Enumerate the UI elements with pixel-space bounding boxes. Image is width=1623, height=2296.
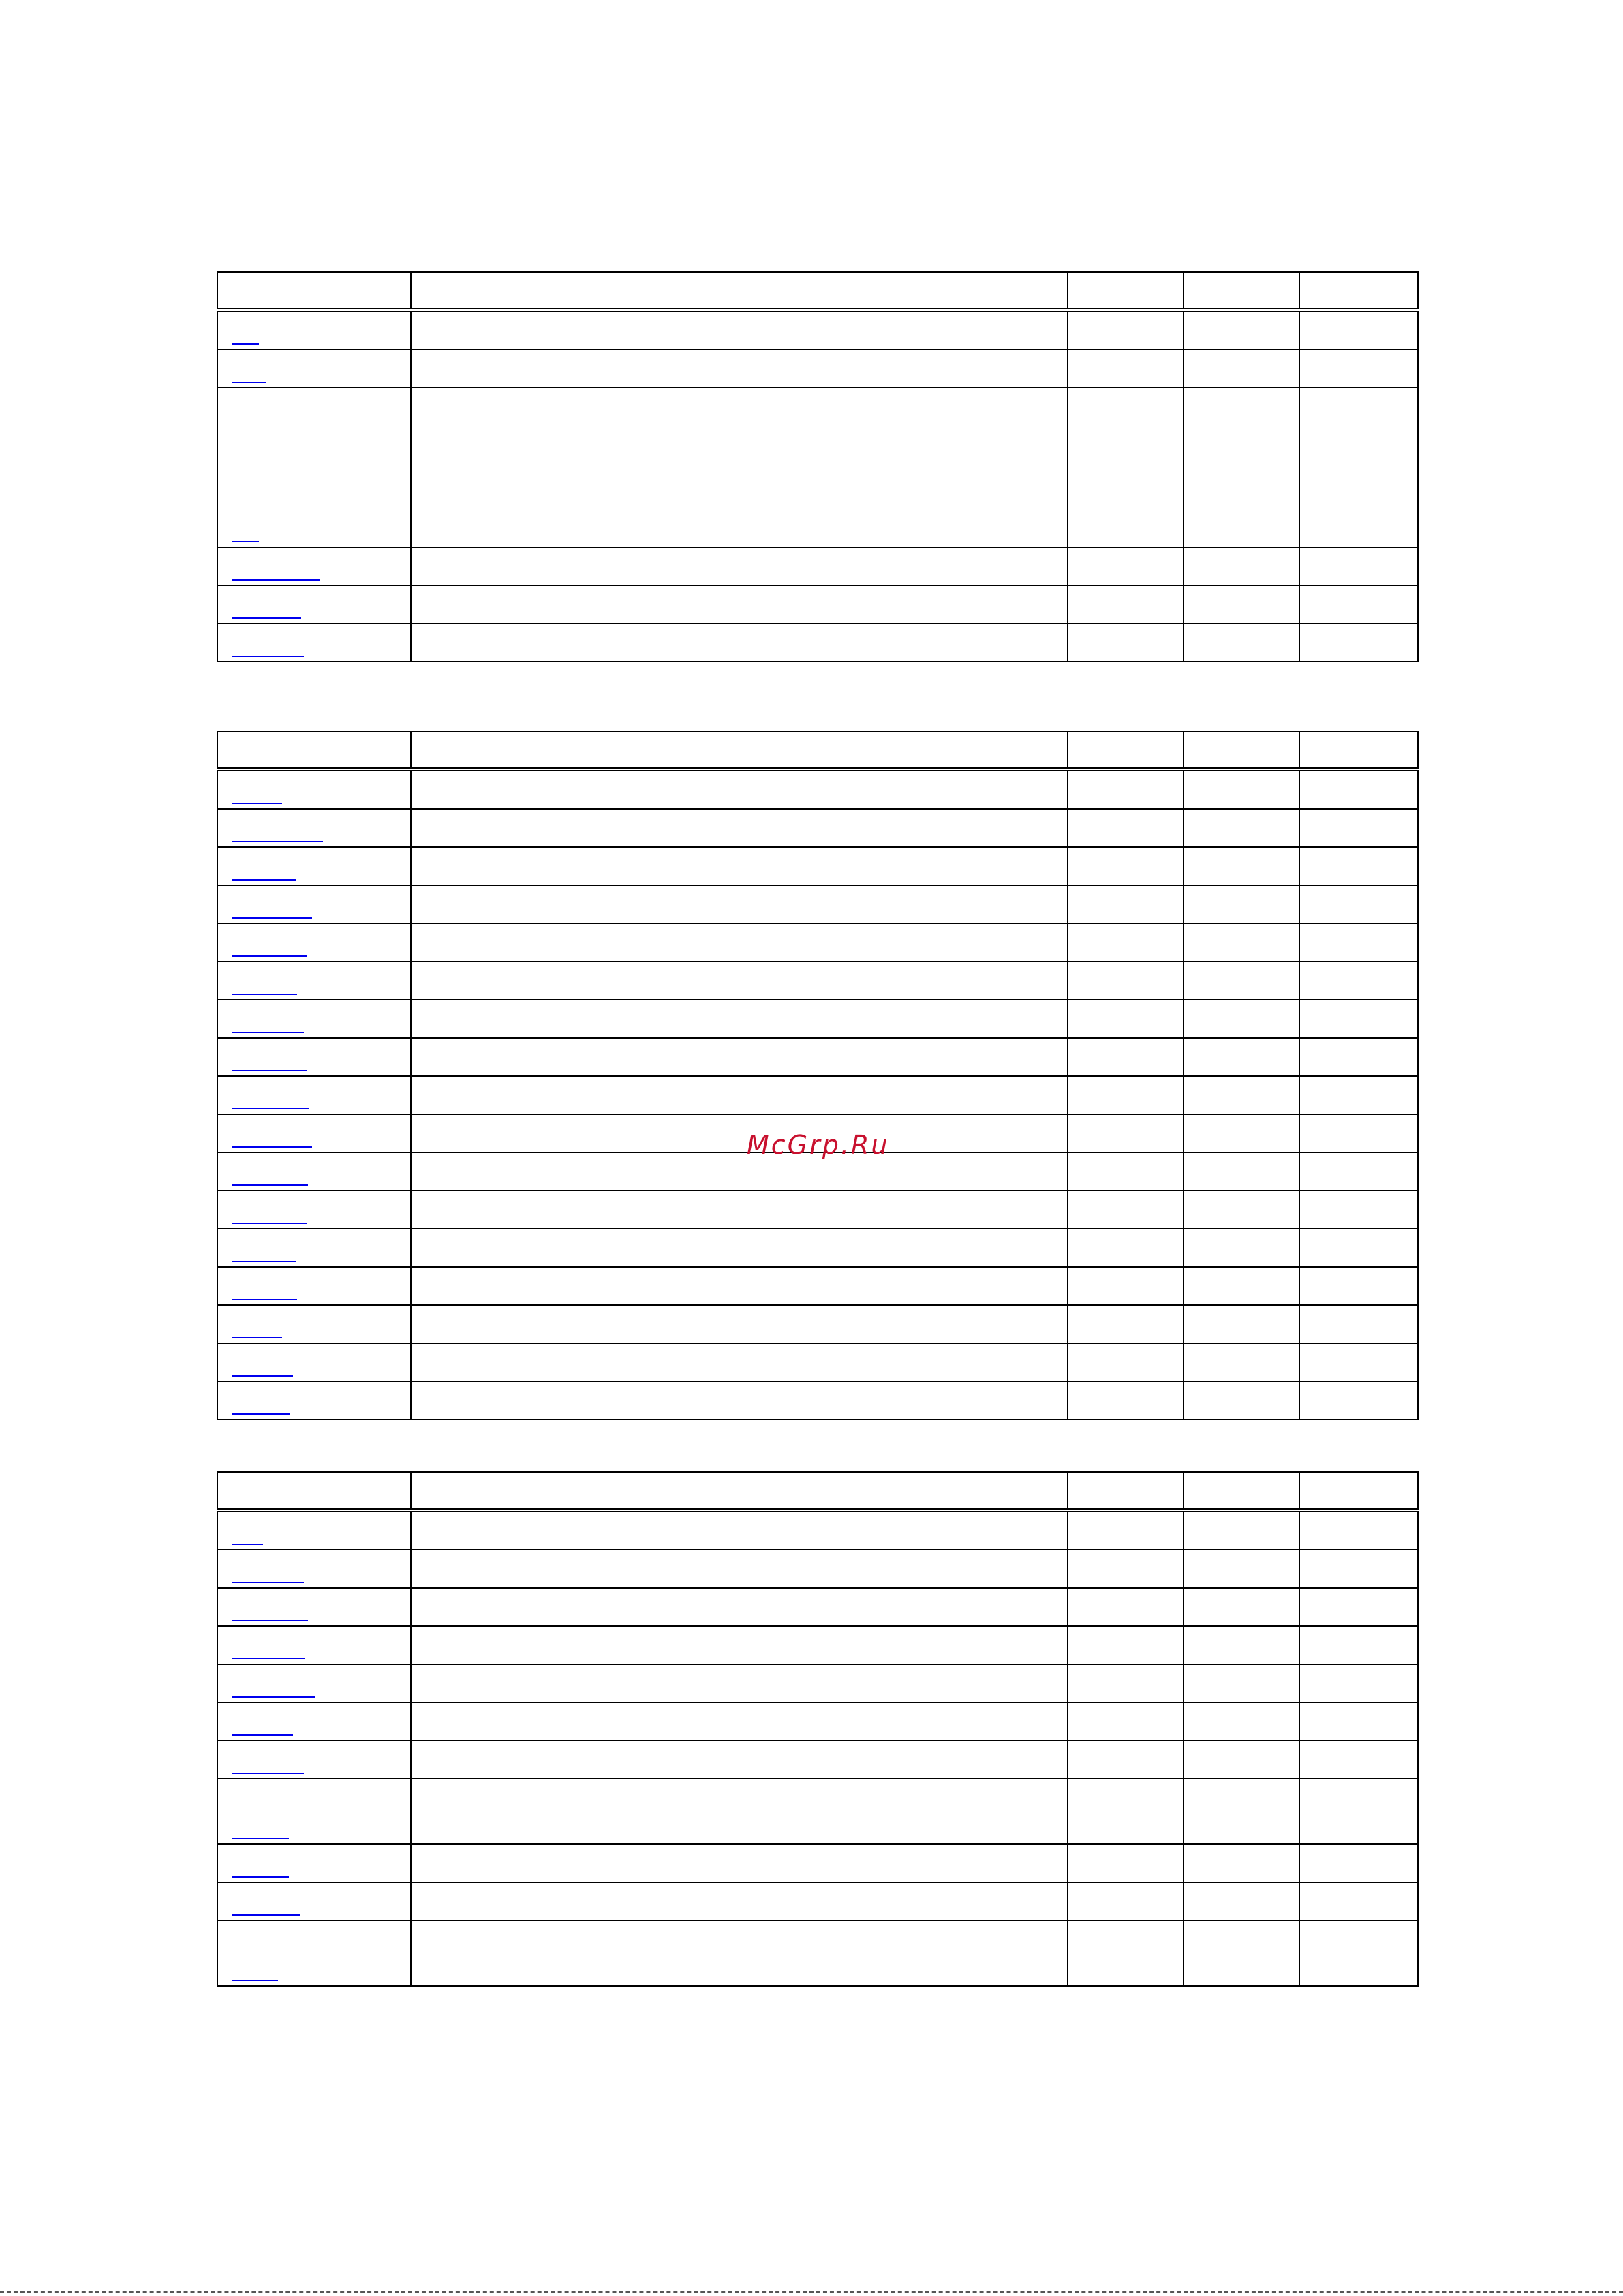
table-cell	[411, 847, 1068, 885]
command-cell	[217, 962, 411, 1000]
table-cell	[1068, 1038, 1184, 1076]
table-row	[217, 847, 1418, 885]
command-link[interactable]	[232, 1108, 309, 1109]
header-cell	[1068, 731, 1184, 769]
table-cell	[411, 350, 1068, 388]
table-cell	[411, 769, 1068, 809]
table-cell	[411, 1191, 1068, 1229]
table-cell	[1184, 310, 1299, 350]
table-cell	[1068, 1664, 1184, 1702]
table-cell	[411, 310, 1068, 350]
command-link[interactable]	[232, 1070, 307, 1071]
table-cell	[1184, 1343, 1299, 1381]
table-cell	[1299, 1844, 1418, 1882]
table-row	[217, 1305, 1418, 1343]
table-cell	[1299, 624, 1418, 662]
table-cell	[411, 1381, 1068, 1420]
command-cell	[217, 885, 411, 923]
footer-rule	[0, 2291, 1623, 2293]
table-cell	[1299, 1305, 1418, 1343]
table-cell	[1184, 1741, 1299, 1779]
table-cell	[1299, 1741, 1418, 1779]
table-cell	[1068, 1000, 1184, 1038]
table-cell	[1299, 310, 1418, 350]
table-cell	[1184, 809, 1299, 847]
command-cell	[217, 1588, 411, 1626]
header-cell	[411, 272, 1068, 310]
command-cell	[217, 624, 411, 662]
command-cell	[217, 1114, 411, 1152]
table-cell	[411, 1779, 1068, 1844]
header-cell	[1299, 1472, 1418, 1510]
table-cell	[1184, 923, 1299, 962]
table-2	[217, 731, 1419, 1420]
command-cell	[217, 1305, 411, 1343]
table-cell	[1068, 1844, 1184, 1882]
command-cell	[217, 1510, 411, 1550]
table-cell	[1184, 350, 1299, 388]
table-cell	[1068, 809, 1184, 847]
header-row	[217, 1472, 1418, 1510]
table-row	[217, 1229, 1418, 1267]
table-cell	[411, 388, 1068, 547]
table-cell	[1184, 388, 1299, 547]
table-cell	[1299, 1114, 1418, 1152]
command-link[interactable]	[232, 1696, 315, 1698]
table-cell	[1299, 585, 1418, 624]
command-link[interactable]	[232, 1223, 307, 1224]
table-cell	[1068, 1550, 1184, 1588]
table-cell	[411, 1626, 1068, 1664]
table-cell	[1299, 1191, 1418, 1229]
table-cell	[1068, 1741, 1184, 1779]
header-cell	[217, 272, 411, 310]
table-cell	[411, 1305, 1068, 1343]
table-row	[217, 350, 1418, 388]
table-row	[217, 1076, 1418, 1114]
table-cell	[1184, 1229, 1299, 1267]
table-cell	[1299, 1267, 1418, 1305]
table-cell	[1299, 769, 1418, 809]
table-cell	[1068, 585, 1184, 624]
table-row	[217, 1920, 1418, 1986]
table-cell	[1299, 1229, 1418, 1267]
header-cell	[217, 731, 411, 769]
table-cell	[1068, 1305, 1184, 1343]
table-cell	[1299, 1702, 1418, 1741]
table-cell	[411, 1664, 1068, 1702]
table-cell	[1184, 1844, 1299, 1882]
table-cell	[1068, 1191, 1184, 1229]
table-cell	[1184, 547, 1299, 585]
table-row	[217, 388, 1418, 547]
table-row	[217, 1702, 1418, 1741]
table-cell	[1299, 962, 1418, 1000]
command-cell	[217, 1702, 411, 1741]
table-cell	[1068, 885, 1184, 923]
command-cell	[217, 847, 411, 885]
command-link[interactable]	[232, 1299, 297, 1300]
command-cell	[217, 1882, 411, 1920]
command-link[interactable]	[232, 841, 323, 842]
command-link[interactable]	[232, 1582, 304, 1583]
table-cell	[411, 1920, 1068, 1986]
header-cell	[1068, 272, 1184, 310]
table-cell	[1068, 1920, 1184, 1986]
command-link[interactable]	[232, 1184, 308, 1186]
table-cell	[1184, 585, 1299, 624]
table-cell	[411, 624, 1068, 662]
command-cell	[217, 1038, 411, 1076]
table-cell	[1299, 809, 1418, 847]
command-link[interactable]	[232, 1544, 263, 1545]
table-cell	[1068, 1702, 1184, 1741]
table-cell	[1184, 1779, 1299, 1844]
table-row	[217, 962, 1418, 1000]
table-cell	[1299, 547, 1418, 585]
command-link[interactable]	[232, 1337, 282, 1338]
table-cell	[411, 1114, 1068, 1152]
table-row	[217, 310, 1418, 350]
command-link[interactable]	[232, 1658, 305, 1659]
command-cell	[217, 1779, 411, 1844]
table-cell	[1299, 1664, 1418, 1702]
table-cell	[1068, 1381, 1184, 1420]
table-cell	[1068, 923, 1184, 962]
table-cell	[1184, 1920, 1299, 1986]
command-cell	[217, 1664, 411, 1702]
table-cell	[1068, 1076, 1184, 1114]
table-cell	[1068, 547, 1184, 585]
command-cell	[217, 769, 411, 809]
command-link[interactable]	[232, 1413, 290, 1415]
command-link[interactable]	[232, 1261, 296, 1262]
table-row	[217, 1550, 1418, 1588]
command-link[interactable]	[232, 382, 266, 383]
table-row	[217, 769, 1418, 809]
header-row	[217, 731, 1418, 769]
header-cell	[1184, 1472, 1299, 1510]
command-link[interactable]	[232, 1980, 278, 1981]
command-cell	[217, 1626, 411, 1664]
command-link[interactable]	[232, 955, 307, 957]
command-cell	[217, 809, 411, 847]
table-cell	[1068, 624, 1184, 662]
table-cell	[1184, 847, 1299, 885]
command-cell	[217, 547, 411, 585]
table-row	[217, 809, 1418, 847]
command-cell	[217, 1152, 411, 1191]
table-cell	[1299, 1343, 1418, 1381]
command-link[interactable]	[232, 994, 297, 995]
command-link[interactable]	[232, 1620, 308, 1621]
command-cell	[217, 585, 411, 624]
table-cell	[1299, 1588, 1418, 1626]
table-row	[217, 923, 1418, 962]
table-row	[217, 1779, 1418, 1844]
table-1	[217, 271, 1419, 662]
table-row	[217, 1343, 1418, 1381]
table-cell	[1184, 1114, 1299, 1152]
table-cell	[1299, 350, 1418, 388]
table-cell	[411, 1076, 1068, 1114]
header-row	[217, 272, 1418, 310]
table-row	[217, 1381, 1418, 1420]
table-cell	[1184, 1076, 1299, 1114]
table-cell	[1299, 923, 1418, 962]
table-cell	[1299, 1000, 1418, 1038]
table-row	[217, 547, 1418, 585]
header-cell	[411, 1472, 1068, 1510]
command-link[interactable]	[232, 1773, 304, 1774]
table-cell	[411, 1741, 1068, 1779]
table-cell	[1068, 388, 1184, 547]
table-cell	[411, 547, 1068, 585]
command-link[interactable]	[232, 917, 312, 919]
command-link[interactable]	[232, 1734, 293, 1736]
table-cell	[1068, 350, 1184, 388]
command-cell	[217, 1000, 411, 1038]
table-cell	[1184, 1305, 1299, 1343]
command-link[interactable]	[232, 579, 320, 581]
table-cell	[411, 1510, 1068, 1550]
table-cell	[1068, 1779, 1184, 1844]
command-link[interactable]	[232, 343, 259, 345]
table-cell	[1184, 1191, 1299, 1229]
command-link[interactable]	[232, 617, 301, 619]
table-cell	[1299, 1510, 1418, 1550]
table-cell	[1068, 1882, 1184, 1920]
table-cell	[411, 1152, 1068, 1191]
table-cell	[1068, 1114, 1184, 1152]
table-cell	[1299, 847, 1418, 885]
table-cell	[1068, 769, 1184, 809]
command-link[interactable]	[232, 879, 296, 881]
table-cell	[1068, 1152, 1184, 1191]
table-cell	[1184, 1152, 1299, 1191]
command-link[interactable]	[232, 1146, 312, 1148]
command-link[interactable]	[232, 1375, 293, 1377]
command-link[interactable]	[232, 1914, 300, 1916]
header-cell	[411, 731, 1068, 769]
table-cell	[1184, 1702, 1299, 1741]
table-cell	[1184, 1664, 1299, 1702]
command-cell	[217, 1076, 411, 1114]
table-row	[217, 1741, 1418, 1779]
table-row	[217, 1664, 1418, 1702]
table-cell	[1184, 1038, 1299, 1076]
command-cell	[217, 388, 411, 547]
table-3	[217, 1471, 1419, 1987]
table-cell	[411, 1267, 1068, 1305]
table-cell	[1299, 1626, 1418, 1664]
command-cell	[217, 1381, 411, 1420]
table-row	[217, 1844, 1418, 1882]
command-link[interactable]	[232, 1838, 289, 1839]
command-link[interactable]	[232, 803, 282, 804]
command-link[interactable]	[232, 1876, 289, 1878]
table-cell	[1299, 885, 1418, 923]
table-cell	[1184, 1882, 1299, 1920]
table-cell	[1184, 769, 1299, 809]
table-cell	[1299, 1038, 1418, 1076]
table-cell	[1299, 1381, 1418, 1420]
table-cell	[1299, 1779, 1418, 1844]
table-row	[217, 1588, 1418, 1626]
table-cell	[1184, 1588, 1299, 1626]
command-cell	[217, 923, 411, 962]
table-cell	[1299, 1920, 1418, 1986]
table-cell	[1068, 1229, 1184, 1267]
table-cell	[411, 923, 1068, 962]
command-cell	[217, 1229, 411, 1267]
table-row	[217, 624, 1418, 662]
command-cell	[217, 1844, 411, 1882]
table-cell	[1068, 1626, 1184, 1664]
table-cell	[1184, 1000, 1299, 1038]
command-link[interactable]	[232, 541, 259, 542]
table-cell	[1299, 1550, 1418, 1588]
table-cell	[411, 1882, 1068, 1920]
command-cell	[217, 1741, 411, 1779]
table-cell	[1184, 1550, 1299, 1588]
table-cell	[1184, 624, 1299, 662]
table-cell	[411, 1000, 1068, 1038]
table-cell	[1068, 310, 1184, 350]
command-link[interactable]	[232, 1032, 304, 1033]
table-cell	[1184, 885, 1299, 923]
table-row	[217, 585, 1418, 624]
command-cell	[217, 1191, 411, 1229]
table-row	[217, 885, 1418, 923]
table-cell	[411, 1702, 1068, 1741]
table-cell	[411, 885, 1068, 923]
table-row	[217, 1038, 1418, 1076]
table-cell	[1299, 1152, 1418, 1191]
header-cell	[1299, 731, 1418, 769]
table-cell	[411, 585, 1068, 624]
header-cell	[1184, 272, 1299, 310]
table-cell	[1299, 388, 1418, 547]
header-cell	[1068, 1472, 1184, 1510]
table-cell	[411, 1588, 1068, 1626]
table-cell	[411, 1343, 1068, 1381]
table-cell	[1184, 1626, 1299, 1664]
header-cell	[1184, 731, 1299, 769]
header-cell	[217, 1472, 411, 1510]
table-cell	[411, 1038, 1068, 1076]
table-cell	[1068, 847, 1184, 885]
table-cell	[1068, 1510, 1184, 1550]
table-row	[217, 1267, 1418, 1305]
command-cell	[217, 1267, 411, 1305]
table-cell	[1068, 962, 1184, 1000]
table-row	[217, 1191, 1418, 1229]
table-row	[217, 1510, 1418, 1550]
command-cell	[217, 350, 411, 388]
header-cell	[1299, 272, 1418, 310]
command-cell	[217, 1550, 411, 1588]
table-cell	[1184, 1267, 1299, 1305]
table-row	[217, 1626, 1418, 1664]
command-cell	[217, 1343, 411, 1381]
table-row	[217, 1882, 1418, 1920]
table-cell	[411, 1229, 1068, 1267]
table-cell	[411, 1844, 1068, 1882]
table-cell	[1299, 1076, 1418, 1114]
command-link[interactable]	[232, 656, 304, 657]
table-cell	[1068, 1343, 1184, 1381]
command-cell	[217, 1920, 411, 1986]
watermark: McGrp.Ru	[747, 1130, 890, 1160]
table-cell	[1299, 1882, 1418, 1920]
table-cell	[411, 809, 1068, 847]
table-cell	[411, 962, 1068, 1000]
table-cell	[1068, 1588, 1184, 1626]
table-cell	[1184, 1510, 1299, 1550]
command-cell	[217, 310, 411, 350]
table-cell	[411, 1550, 1068, 1588]
table-cell	[1068, 1267, 1184, 1305]
table-cell	[1184, 962, 1299, 1000]
table-row	[217, 1000, 1418, 1038]
table-cell	[1184, 1381, 1299, 1420]
